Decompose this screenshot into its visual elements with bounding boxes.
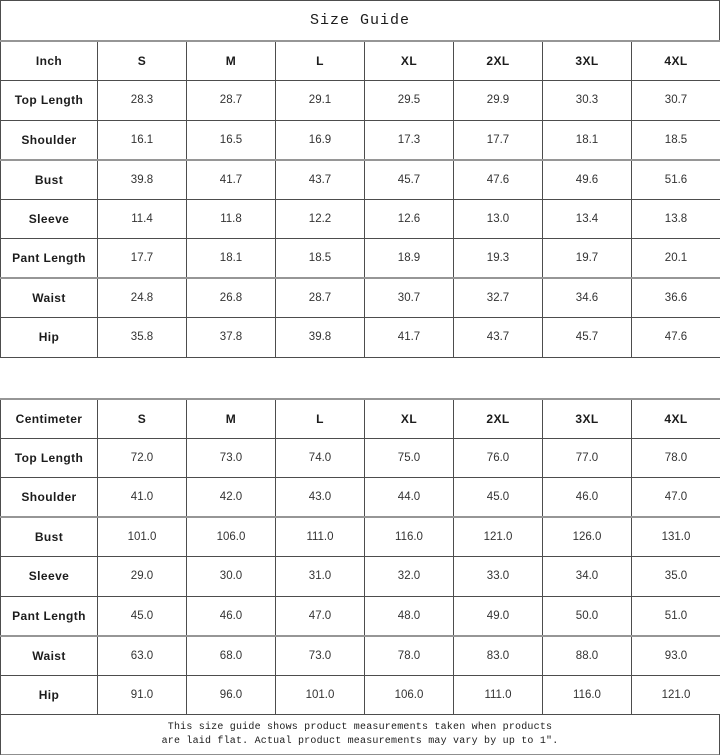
measurement-row <box>1 318 720 358</box>
measurement-cell: 17.3 <box>365 120 454 160</box>
measurement-cell: 131.0 <box>632 517 720 557</box>
measurement-cell: 11.8 <box>187 199 276 239</box>
row-label-top-length: Top Length <box>1 81 98 121</box>
row-label-sleeve: Sleeve <box>1 557 98 597</box>
measurement-cell: 47.6 <box>454 160 543 200</box>
measurement-cell: 76.0 <box>454 438 543 478</box>
measurement-row <box>1 596 720 636</box>
measurement-cell: 73.0 <box>276 636 365 676</box>
measurement-cell: 29.9 <box>454 81 543 121</box>
measurement-cell: 39.8 <box>276 318 365 358</box>
measurement-cell: 78.0 <box>632 438 720 478</box>
footer-line-2: are laid flat. Actual product measurements may vary by up to 1″. <box>161 735 559 747</box>
measurement-cell: 47.0 <box>632 478 720 518</box>
measurement-cell: 101.0 <box>276 675 365 715</box>
measurement-cell: 47.6 <box>632 318 720 358</box>
measurement-cell: 42.0 <box>187 478 276 518</box>
measurement-cell: 16.9 <box>276 120 365 160</box>
measurement-cell: 37.8 <box>187 318 276 358</box>
measurement-row <box>1 239 720 279</box>
measurement-cell: 33.0 <box>454 557 543 597</box>
measurement-cell: 96.0 <box>187 675 276 715</box>
unit-header: Centimeter <box>1 399 98 439</box>
measurement-cell: 77.0 <box>543 438 632 478</box>
measurement-cell: 16.1 <box>98 120 187 160</box>
measurement-cell: 111.0 <box>454 675 543 715</box>
measurement-cell: 78.0 <box>365 636 454 676</box>
size-header-s: S <box>98 41 187 81</box>
measurement-cell: 17.7 <box>98 239 187 279</box>
measurement-cell: 34.0 <box>543 557 632 597</box>
unit-header: Inch <box>1 41 98 81</box>
measurement-cell: 43.0 <box>276 478 365 518</box>
measurement-cell: 73.0 <box>187 438 276 478</box>
footer-note <box>0 715 720 755</box>
measurement-cell: 49.6 <box>543 160 632 200</box>
measurement-cell: 45.7 <box>365 160 454 200</box>
row-label-bust: Bust <box>1 517 98 557</box>
measurement-cell: 91.0 <box>98 675 187 715</box>
row-label-hip: Hip <box>1 675 98 715</box>
row-label-pant-length: Pant Length <box>1 239 98 279</box>
measurement-cell: 41.7 <box>365 318 454 358</box>
measurement-cell: 121.0 <box>632 675 720 715</box>
measurement-cell: 35.8 <box>98 318 187 358</box>
measurement-cell: 106.0 <box>187 517 276 557</box>
row-label-waist: Waist <box>1 636 98 676</box>
size-header-row <box>1 399 720 439</box>
measurement-cell: 29.1 <box>276 81 365 121</box>
measurement-cell: 39.8 <box>98 160 187 200</box>
row-label-shoulder: Shoulder <box>1 120 98 160</box>
measurement-cell: 18.5 <box>276 239 365 279</box>
measurement-row <box>1 675 720 715</box>
measurement-cell: 46.0 <box>543 478 632 518</box>
measurement-cell: 28.7 <box>276 278 365 318</box>
measurement-cell: 36.6 <box>632 278 720 318</box>
measurement-cell: 32.0 <box>365 557 454 597</box>
row-label-shoulder: Shoulder <box>1 478 98 518</box>
measurement-cell: 75.0 <box>365 438 454 478</box>
row-label-top-length: Top Length <box>1 438 98 478</box>
measurement-cell: 28.3 <box>98 81 187 121</box>
measurement-cell: 26.8 <box>187 278 276 318</box>
measurement-row <box>1 557 720 597</box>
page-title: Size Guide <box>309 12 410 29</box>
measurement-cell: 30.7 <box>632 81 720 121</box>
measurement-cell: 12.6 <box>365 199 454 239</box>
measurement-cell: 48.0 <box>365 596 454 636</box>
size-header-4xl: 4XL <box>632 399 720 439</box>
measurement-cell: 18.1 <box>187 239 276 279</box>
size-header-row <box>1 41 720 81</box>
size-header-xl: XL <box>365 41 454 81</box>
size-header-4xl: 4XL <box>632 41 720 81</box>
row-label-pant-length: Pant Length <box>1 596 98 636</box>
measurement-row <box>1 199 720 239</box>
measurement-cell: 17.7 <box>454 120 543 160</box>
row-label-bust: Bust <box>1 160 98 200</box>
measurement-cell: 29.5 <box>365 81 454 121</box>
measurement-cell: 83.0 <box>454 636 543 676</box>
size-header-xl: XL <box>365 399 454 439</box>
measurement-cell: 44.0 <box>365 478 454 518</box>
measurement-cell: 13.8 <box>632 199 720 239</box>
measurement-row <box>1 278 720 318</box>
measurement-cell: 29.0 <box>98 557 187 597</box>
measurement-cell: 18.1 <box>543 120 632 160</box>
measurement-cell: 13.0 <box>454 199 543 239</box>
measurement-row <box>1 517 720 557</box>
measurement-cell: 45.0 <box>454 478 543 518</box>
measurement-row <box>1 81 720 121</box>
measurement-cell: 51.6 <box>632 160 720 200</box>
measurement-cell: 41.0 <box>98 478 187 518</box>
measurement-row <box>1 438 720 478</box>
measurement-cell: 74.0 <box>276 438 365 478</box>
inch-size-table <box>0 40 720 358</box>
table-gap <box>0 358 720 398</box>
measurement-cell: 20.1 <box>632 239 720 279</box>
measurement-cell: 31.0 <box>276 557 365 597</box>
measurement-cell: 30.3 <box>543 81 632 121</box>
measurement-cell: 45.7 <box>543 318 632 358</box>
measurement-cell: 126.0 <box>543 517 632 557</box>
measurement-cell: 19.7 <box>543 239 632 279</box>
measurement-cell: 68.0 <box>187 636 276 676</box>
title-bar <box>0 0 720 40</box>
measurement-cell: 43.7 <box>454 318 543 358</box>
row-label-sleeve: Sleeve <box>1 199 98 239</box>
measurement-cell: 28.7 <box>187 81 276 121</box>
measurement-cell: 30.0 <box>187 557 276 597</box>
size-header-m: M <box>187 399 276 439</box>
footer-line-1: This size guide shows product measurements taken when products <box>167 721 553 733</box>
measurement-row <box>1 120 720 160</box>
measurement-cell: 111.0 <box>276 517 365 557</box>
measurement-cell: 49.0 <box>454 596 543 636</box>
size-header-m: M <box>187 41 276 81</box>
measurement-cell: 72.0 <box>98 438 187 478</box>
measurement-cell: 46.0 <box>187 596 276 636</box>
measurement-cell: 43.7 <box>276 160 365 200</box>
measurement-cell: 106.0 <box>365 675 454 715</box>
measurement-cell: 50.0 <box>543 596 632 636</box>
measurement-cell: 30.7 <box>365 278 454 318</box>
measurement-cell: 121.0 <box>454 517 543 557</box>
measurement-cell: 101.0 <box>98 517 187 557</box>
measurement-row <box>1 636 720 676</box>
size-header-3xl: 3XL <box>543 41 632 81</box>
measurement-cell: 116.0 <box>365 517 454 557</box>
centimeter-size-table <box>0 398 720 716</box>
measurement-cell: 12.2 <box>276 199 365 239</box>
measurement-cell: 88.0 <box>543 636 632 676</box>
size-header-s: S <box>98 399 187 439</box>
size-header-l: L <box>276 41 365 81</box>
measurement-cell: 47.0 <box>276 596 365 636</box>
measurement-cell: 13.4 <box>543 199 632 239</box>
measurement-cell: 116.0 <box>543 675 632 715</box>
row-label-waist: Waist <box>1 278 98 318</box>
measurement-row <box>1 478 720 518</box>
measurement-cell: 45.0 <box>98 596 187 636</box>
size-header-2xl: 2XL <box>454 41 543 81</box>
measurement-cell: 34.6 <box>543 278 632 318</box>
size-header-2xl: 2XL <box>454 399 543 439</box>
measurement-cell: 16.5 <box>187 120 276 160</box>
measurement-cell: 24.8 <box>98 278 187 318</box>
size-header-l: L <box>276 399 365 439</box>
measurement-cell: 41.7 <box>187 160 276 200</box>
row-label-hip: Hip <box>1 318 98 358</box>
measurement-cell: 32.7 <box>454 278 543 318</box>
measurement-cell: 18.9 <box>365 239 454 279</box>
measurement-row <box>1 160 720 200</box>
measurement-cell: 51.0 <box>632 596 720 636</box>
size-header-3xl: 3XL <box>543 399 632 439</box>
measurement-cell: 11.4 <box>98 199 187 239</box>
measurement-cell: 19.3 <box>454 239 543 279</box>
measurement-cell: 63.0 <box>98 636 187 676</box>
measurement-cell: 35.0 <box>632 557 720 597</box>
measurement-cell: 18.5 <box>632 120 720 160</box>
measurement-cell: 93.0 <box>632 636 720 676</box>
